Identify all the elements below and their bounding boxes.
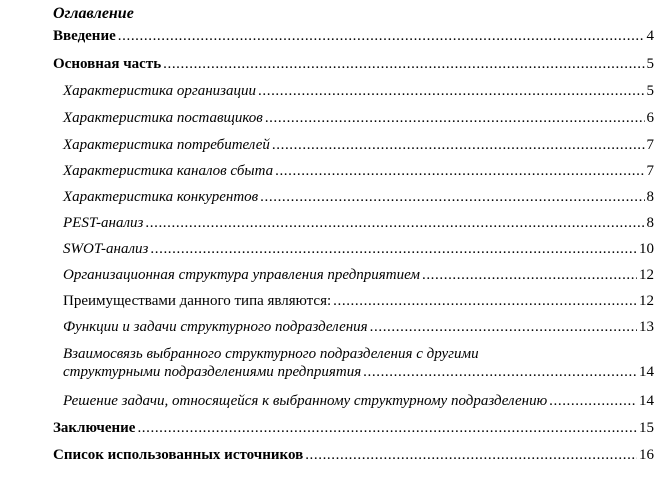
- toc-entry-sales-channels[interactable]: [0, 162, 666, 180]
- toc-leader-dots: [305, 446, 637, 464]
- toc-entry-text: SWOT-анализ: [63, 241, 149, 257]
- toc-entry-text: Список использованных источников: [53, 447, 304, 463]
- toc-page-number: 7: [646, 137, 654, 153]
- toc-leader-dots: [272, 136, 645, 154]
- toc-entry-text: Характеристика конкурентов: [63, 189, 259, 205]
- toc-entry-text: Характеристика потребителей: [63, 137, 270, 153]
- toc-entry-text-line1: Взаимосвязь выбранного структурного подразделения с другими: [63, 346, 479, 362]
- toc-leader-dots: [137, 419, 637, 437]
- toc-page-number: 6: [646, 110, 654, 126]
- toc-entry-pest[interactable]: [0, 214, 666, 232]
- toc-page-number: 13: [639, 319, 654, 335]
- toc-leader-dots: [258, 82, 644, 100]
- toc-page-number: 14: [639, 364, 654, 380]
- toc-page-number: 12: [639, 293, 654, 309]
- toc-page-number: 12: [639, 267, 654, 283]
- toc-entry-functions[interactable]: [0, 318, 666, 336]
- toc-page-number: 14: [639, 393, 654, 409]
- toc-page-number: 10: [639, 241, 654, 257]
- toc-page-number: 5: [646, 56, 654, 72]
- toc-entry-task-solution[interactable]: [0, 392, 666, 410]
- toc-entry-references[interactable]: [0, 446, 666, 464]
- toc-entry-text: PEST-анализ: [63, 215, 144, 231]
- toc-page-number: 5: [646, 83, 654, 99]
- toc-entry-text: Функции и задачи структурного подразделения: [63, 319, 368, 335]
- toc-leader-dots: [549, 392, 637, 410]
- toc-leader-dots: [333, 292, 637, 310]
- toc-page-number: 8: [646, 215, 654, 231]
- toc-entry-advantages[interactable]: [0, 292, 666, 310]
- toc-leader-dots: [150, 240, 637, 258]
- toc-page-number: 4: [646, 28, 654, 44]
- toc-entry-text: Решение задачи, относящейся к выбранному структурному подразделению: [63, 393, 548, 409]
- toc-page-number: 7: [646, 163, 654, 179]
- toc-entry-competitors[interactable]: [0, 188, 666, 206]
- toc-leader-dots: [422, 266, 637, 284]
- toc-entry-interrelation[interactable]: [0, 345, 666, 381]
- toc-entry-line2: [0, 363, 666, 381]
- toc-leader-dots: [118, 27, 645, 45]
- toc-entry-text: Организационная структура управления предприятием: [63, 267, 420, 283]
- toc-entry-suppliers[interactable]: [0, 109, 666, 127]
- toc-entry-text: Характеристика поставщиков: [63, 110, 263, 126]
- toc-page-number: 16: [639, 447, 654, 463]
- toc-entry-org-structure[interactable]: [0, 266, 666, 284]
- toc-entry-text: Заключение: [53, 420, 136, 436]
- toc-entry-main-part[interactable]: [0, 55, 666, 73]
- toc-leader-dots: [145, 214, 644, 232]
- toc-entry-introduction[interactable]: [0, 27, 666, 45]
- toc-entry-text: Основная часть: [53, 56, 162, 72]
- toc-leader-dots: [363, 363, 637, 381]
- toc-page-number: 8: [646, 189, 654, 205]
- toc-entry-text: Введение: [53, 28, 116, 44]
- toc-page-number: 15: [639, 420, 654, 436]
- toc-entry-consumers[interactable]: [0, 136, 666, 154]
- toc-entry-text-line2: структурными подразделениями предприятия: [63, 364, 362, 380]
- toc-entry-text: Характеристика организации: [63, 83, 257, 99]
- toc-entry-text: Характеристика каналов сбыта: [63, 163, 274, 179]
- toc-leader-dots: [163, 55, 644, 73]
- toc-leader-dots: [265, 109, 645, 127]
- toc-entry-organization[interactable]: [0, 82, 666, 100]
- toc-entry-swot[interactable]: [0, 240, 666, 258]
- toc-leader-dots: [370, 318, 637, 336]
- toc-title: Оглавление: [53, 5, 134, 22]
- toc-entry-conclusion[interactable]: [0, 419, 666, 437]
- toc-entry-text: Преимуществами данного типа являются:: [63, 293, 332, 309]
- toc-leader-dots: [260, 188, 644, 206]
- toc-leader-dots: [275, 162, 644, 180]
